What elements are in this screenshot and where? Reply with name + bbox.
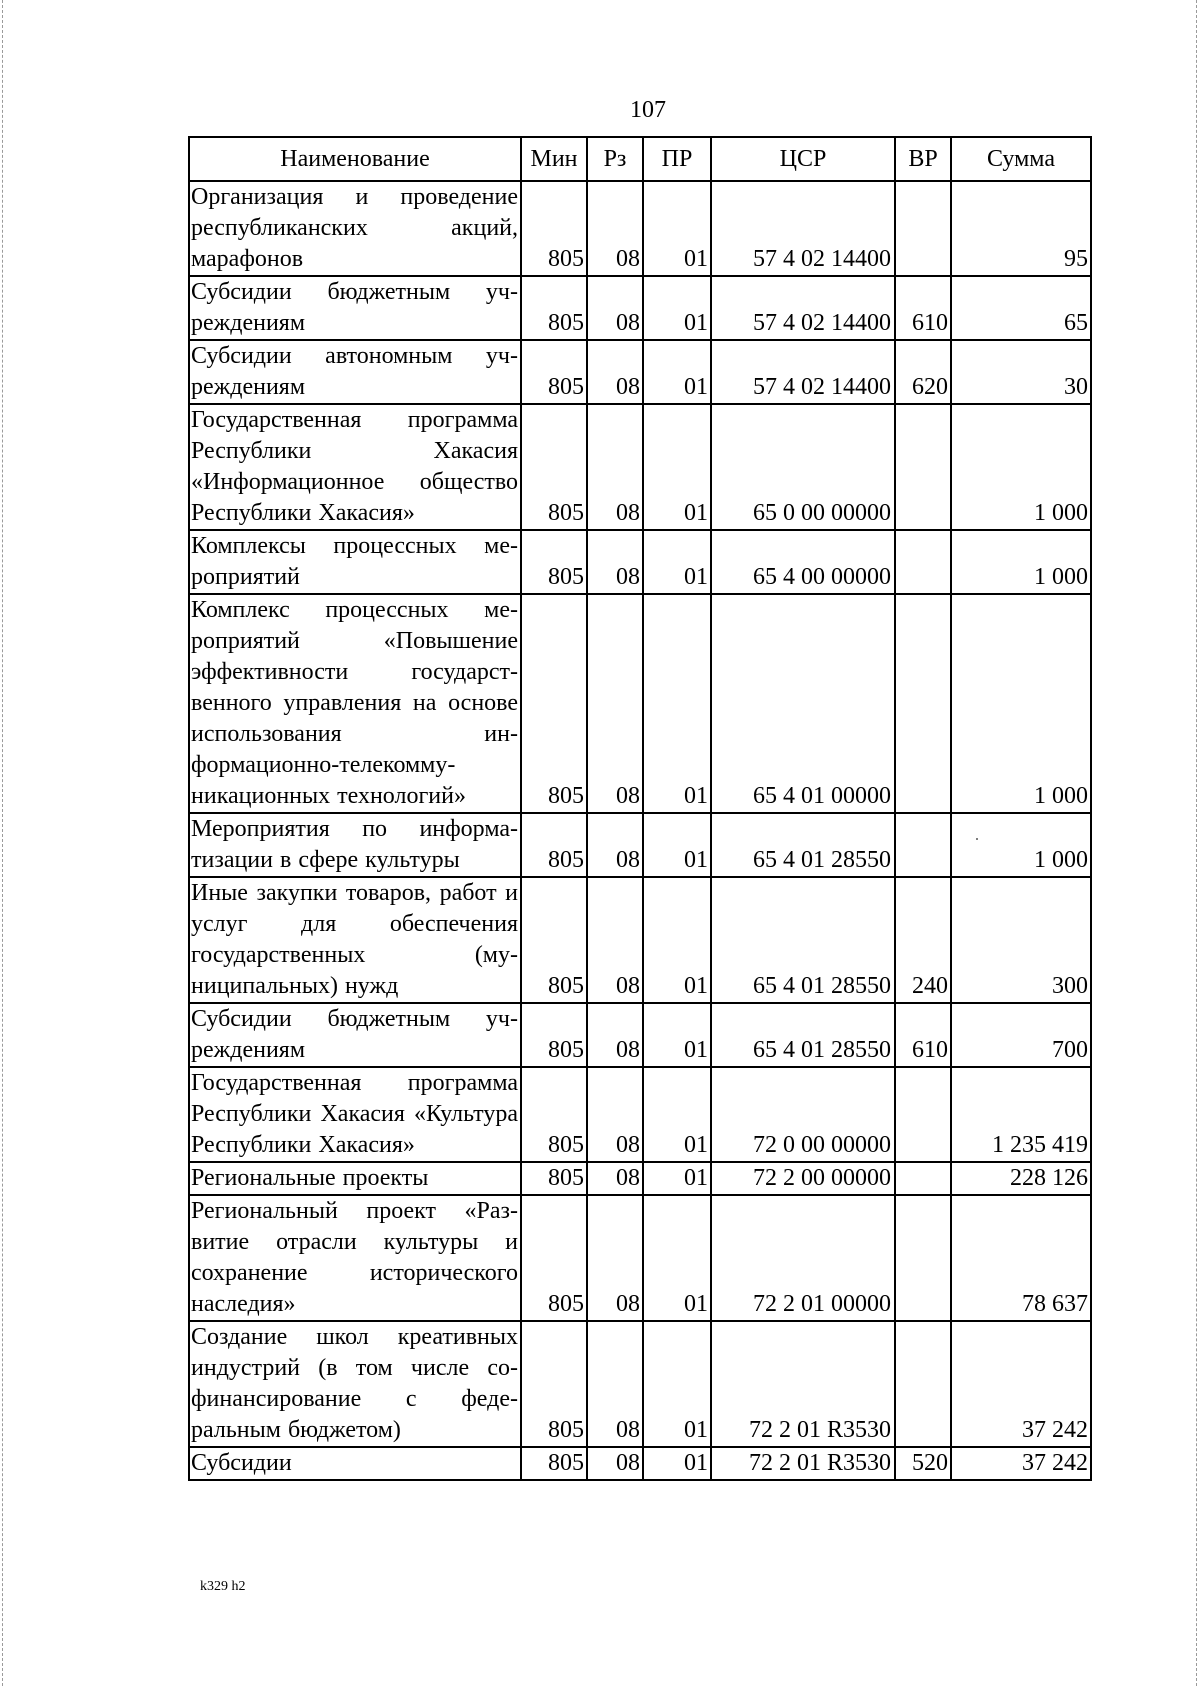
cell-rz: 08 xyxy=(587,877,643,1003)
table-row xyxy=(189,1447,1091,1480)
cell-vr xyxy=(895,1321,951,1447)
cell-sum: 78 637 xyxy=(951,1195,1091,1321)
cell-min: 805 xyxy=(521,340,587,404)
cell-name: Мероприятия по информатизации в сфере культуры xyxy=(189,813,521,877)
cell-vr: 610 xyxy=(895,1003,951,1067)
cell-sum: 37 242 xyxy=(951,1321,1091,1447)
cell-pr: 01 xyxy=(643,404,711,530)
cell-name: Государственная программа Республики Хакасия «Информационное общество Республики Хакасия» xyxy=(189,404,521,530)
cell-sum: 30 xyxy=(951,340,1091,404)
cell-min: 805 xyxy=(521,594,587,813)
cell-csr: 65 4 01 28550 xyxy=(711,813,895,877)
cell-name: Субсидии бюджетным учреждениям xyxy=(189,1003,521,1067)
cell-vr xyxy=(895,181,951,276)
page-number: 107 xyxy=(630,97,666,123)
table-row xyxy=(189,340,1091,404)
cell-csr: 72 2 00 00000 xyxy=(711,1162,895,1195)
header-pr: ПР xyxy=(643,137,711,181)
cell-sum: 37 242 xyxy=(951,1447,1091,1480)
header-rz: Рз xyxy=(587,137,643,181)
table-body xyxy=(189,181,1091,1480)
cell-pr: 01 xyxy=(643,1321,711,1447)
table-row xyxy=(189,181,1091,276)
cell-csr: 72 2 01 00000 xyxy=(711,1195,895,1321)
cell-name: Государственная программа Республики Хакасия «Культура Республики Хакасия» xyxy=(189,1067,521,1162)
cell-csr: 65 4 01 28550 xyxy=(711,877,895,1003)
cell-rz: 08 xyxy=(587,1162,643,1195)
cell-vr xyxy=(895,1067,951,1162)
cell-pr: 01 xyxy=(643,340,711,404)
cell-csr: 57 4 02 14400 xyxy=(711,276,895,340)
table-row xyxy=(189,1195,1091,1321)
cell-pr: 01 xyxy=(643,276,711,340)
table-row xyxy=(189,594,1091,813)
cell-csr: 65 4 01 00000 xyxy=(711,594,895,813)
cell-rz: 08 xyxy=(587,813,643,877)
cell-csr: 65 4 01 28550 xyxy=(711,1003,895,1067)
page-edge-left xyxy=(2,0,3,1686)
cell-vr: 610 xyxy=(895,276,951,340)
cell-vr xyxy=(895,530,951,594)
header-min: Мин xyxy=(521,137,587,181)
header-csr: ЦСР xyxy=(711,137,895,181)
page-edge-right xyxy=(1196,0,1197,1686)
table-header-row xyxy=(189,137,1091,181)
cell-rz: 08 xyxy=(587,404,643,530)
cell-vr: 620 xyxy=(895,340,951,404)
cell-pr: 01 xyxy=(643,181,711,276)
cell-sum: 1 000 xyxy=(951,404,1091,530)
cell-rz: 08 xyxy=(587,1067,643,1162)
cell-rz: 08 xyxy=(587,1447,643,1480)
cell-name: Создание школ креативных индустрий (в том числе софинансирование с федеральным бюджетом) xyxy=(189,1321,521,1447)
cell-name: Региональный проект «Развитие отрасли культуры и сохранение исторического наследия» xyxy=(189,1195,521,1321)
cell-vr: 520 xyxy=(895,1447,951,1480)
cell-sum: 1 000 xyxy=(951,813,1091,877)
cell-rz: 08 xyxy=(587,1003,643,1067)
cell-csr: 72 2 01 R3530 xyxy=(711,1447,895,1480)
cell-pr: 01 xyxy=(643,1447,711,1480)
table-row xyxy=(189,404,1091,530)
cell-name: Организация и проведение республиканских акций, марафонов xyxy=(189,181,521,276)
cell-min: 805 xyxy=(521,1067,587,1162)
cell-pr: 01 xyxy=(643,813,711,877)
cell-min: 805 xyxy=(521,530,587,594)
cell-csr: 57 4 02 14400 xyxy=(711,181,895,276)
cell-vr: 240 xyxy=(895,877,951,1003)
scan-speck xyxy=(976,838,978,840)
cell-sum: 1 000 xyxy=(951,594,1091,813)
cell-pr: 01 xyxy=(643,1162,711,1195)
cell-min: 805 xyxy=(521,813,587,877)
cell-sum: 1 235 419 xyxy=(951,1067,1091,1162)
cell-min: 805 xyxy=(521,181,587,276)
cell-min: 805 xyxy=(521,877,587,1003)
cell-name: Субсидии xyxy=(189,1447,521,1480)
cell-csr: 57 4 02 14400 xyxy=(711,340,895,404)
cell-rz: 08 xyxy=(587,340,643,404)
cell-name: Иные закупки товаров, работ и услуг для обеспечения государственных (муниципальных) нужд xyxy=(189,877,521,1003)
cell-vr xyxy=(895,813,951,877)
table-row xyxy=(189,1067,1091,1162)
table-row xyxy=(189,276,1091,340)
cell-name: Субсидии бюджетным учреждениям xyxy=(189,276,521,340)
cell-vr xyxy=(895,404,951,530)
table-row xyxy=(189,1162,1091,1195)
budget-table xyxy=(188,136,1092,1481)
cell-pr: 01 xyxy=(643,1067,711,1162)
cell-sum: 1 000 xyxy=(951,530,1091,594)
cell-name: Субсидии автономным учреждениям xyxy=(189,340,521,404)
cell-csr: 65 4 00 00000 xyxy=(711,530,895,594)
cell-name: Комплекс процессных мероприятий «Повышение эффективности государственного управления на основе использования информационно-телекоммуникационных технологий» xyxy=(189,594,521,813)
table-row xyxy=(189,877,1091,1003)
cell-name: Комплексы процессных мероприятий xyxy=(189,530,521,594)
cell-csr: 65 0 00 00000 xyxy=(711,404,895,530)
cell-sum: 95 xyxy=(951,181,1091,276)
table-row xyxy=(189,530,1091,594)
cell-min: 805 xyxy=(521,1003,587,1067)
cell-pr: 01 xyxy=(643,594,711,813)
cell-sum: 65 xyxy=(951,276,1091,340)
cell-min: 805 xyxy=(521,1162,587,1195)
cell-csr: 72 2 01 R3530 xyxy=(711,1321,895,1447)
cell-pr: 01 xyxy=(643,530,711,594)
cell-sum: 228 126 xyxy=(951,1162,1091,1195)
cell-vr xyxy=(895,1162,951,1195)
cell-min: 805 xyxy=(521,404,587,530)
cell-sum: 700 xyxy=(951,1003,1091,1067)
cell-pr: 01 xyxy=(643,1195,711,1321)
cell-min: 805 xyxy=(521,276,587,340)
cell-vr xyxy=(895,594,951,813)
cell-rz: 08 xyxy=(587,530,643,594)
cell-vr xyxy=(895,1195,951,1321)
cell-rz: 08 xyxy=(587,181,643,276)
cell-rz: 08 xyxy=(587,594,643,813)
cell-min: 805 xyxy=(521,1321,587,1447)
table-row xyxy=(189,1321,1091,1447)
cell-min: 805 xyxy=(521,1447,587,1480)
table-row xyxy=(189,813,1091,877)
budget-table-container xyxy=(188,136,1090,1481)
cell-rz: 08 xyxy=(587,1195,643,1321)
cell-sum: 300 xyxy=(951,877,1091,1003)
cell-name: Региональные проекты xyxy=(189,1162,521,1195)
document-code: k329 h2 xyxy=(200,1579,246,1594)
header-vr: ВР xyxy=(895,137,951,181)
header-name: Наименование xyxy=(189,137,521,181)
cell-min: 805 xyxy=(521,1195,587,1321)
cell-pr: 01 xyxy=(643,877,711,1003)
header-sum: Сумма xyxy=(951,137,1091,181)
cell-rz: 08 xyxy=(587,1321,643,1447)
cell-pr: 01 xyxy=(643,1003,711,1067)
cell-rz: 08 xyxy=(587,276,643,340)
table-row xyxy=(189,1003,1091,1067)
cell-csr: 72 0 00 00000 xyxy=(711,1067,895,1162)
